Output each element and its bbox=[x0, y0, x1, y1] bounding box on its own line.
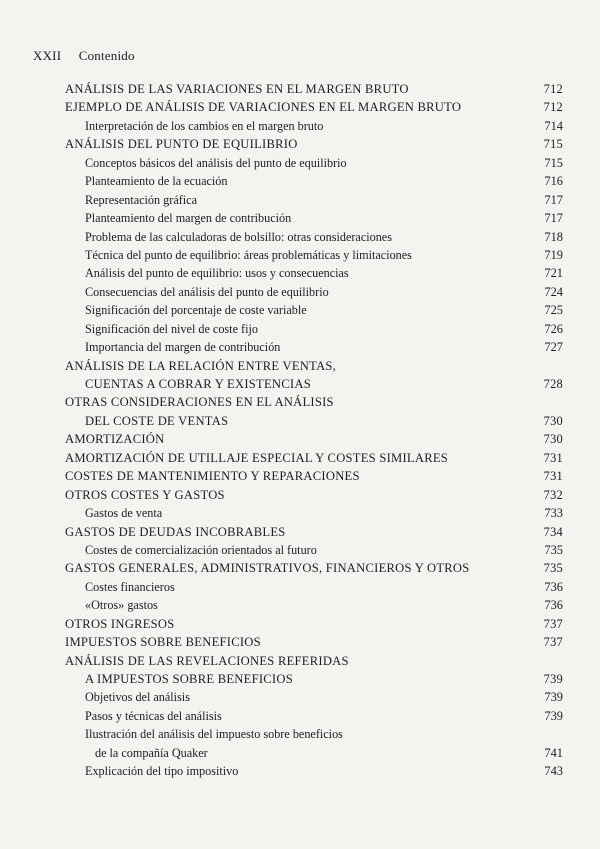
toc-entry bbox=[0, 523, 600, 541]
toc-entry-title: Gastos de venta bbox=[85, 506, 163, 521]
toc-entry bbox=[0, 191, 600, 209]
toc-entry-title: AMORTIZACIÓN DE UTILLAJE ESPECIAL Y COSTES SIMILARES bbox=[65, 450, 449, 465]
toc-entry-page: 717 bbox=[544, 192, 563, 207]
toc-entry-page: 730 bbox=[543, 432, 563, 447]
toc-entry-page: 731 bbox=[543, 469, 563, 484]
toc-entry bbox=[0, 209, 600, 227]
page-header bbox=[33, 48, 135, 64]
toc-entry bbox=[0, 283, 600, 301]
toc-entry-page: 737 bbox=[543, 635, 563, 650]
toc-entry bbox=[0, 744, 600, 762]
toc-entry bbox=[0, 449, 600, 467]
toc-entry bbox=[0, 541, 600, 559]
toc-entry-page: 712 bbox=[543, 100, 563, 115]
toc-entry-title: ANÁLISIS DE LAS VARIACIONES EN EL MARGEN BRUTO bbox=[65, 82, 409, 96]
toc-entry-page: 730 bbox=[543, 413, 563, 428]
toc-entry bbox=[0, 688, 600, 706]
toc-entry bbox=[0, 615, 600, 633]
toc-entry-page: 736 bbox=[544, 598, 563, 613]
toc-entry bbox=[0, 559, 600, 577]
toc-entry-page: 735 bbox=[543, 561, 563, 576]
toc-entry-title: Costes financieros bbox=[85, 579, 175, 594]
toc-entry bbox=[0, 135, 600, 153]
toc-entry-page: 714 bbox=[544, 118, 563, 133]
toc-entry bbox=[0, 264, 600, 282]
toc-entry bbox=[0, 228, 600, 246]
toc-entry-title: Planteamiento de la ecuación bbox=[85, 174, 228, 189]
toc-entry-page: 735 bbox=[544, 542, 563, 557]
toc-entry-title: «Otros» gastos bbox=[85, 598, 158, 613]
toc-entry-title: ANÁLISIS DE LA RELACIÓN ENTRE VENTAS, bbox=[65, 358, 337, 373]
table-of-contents bbox=[0, 80, 600, 781]
toc-entry bbox=[0, 246, 600, 264]
toc-entry-page: 736 bbox=[544, 579, 563, 594]
toc-entry-page: 726 bbox=[544, 321, 563, 336]
toc-entry-title: GASTOS DE DEUDAS INCOBRABLES bbox=[65, 524, 286, 539]
page-number: XXII bbox=[33, 48, 62, 63]
toc-entry-title: OTROS COSTES Y GASTOS bbox=[65, 487, 225, 502]
toc-entry-page: 739 bbox=[544, 690, 563, 705]
toc-entry-title: Significación del porcentaje de coste variable bbox=[85, 303, 307, 318]
toc-entry-page: 725 bbox=[544, 303, 563, 318]
toc-entry bbox=[0, 117, 600, 135]
toc-entry-page: 727 bbox=[544, 340, 563, 355]
toc-entry-title: A IMPUESTOS SOBRE BENEFICIOS bbox=[85, 672, 293, 686]
toc-entry-title: GASTOS GENERALES, ADMINISTRATIVOS, FINANCIEROS Y OTROS bbox=[65, 561, 470, 576]
toc-entry bbox=[0, 80, 600, 98]
toc-entry-title: Interpretación de los cambios en el margen bruto bbox=[85, 118, 324, 133]
toc-entry-title: Análisis del punto de equilibrio: usos y consecuencias bbox=[85, 266, 349, 281]
toc-entry-title: OTRAS CONSIDERACIONES EN EL ANÁLISIS bbox=[65, 395, 334, 410]
toc-entry-page: 715 bbox=[543, 137, 563, 152]
toc-entry-page: 715 bbox=[544, 155, 563, 170]
toc-entry-title: ANÁLISIS DEL PUNTO DE EQUILIBRIO bbox=[65, 137, 298, 152]
toc-entry-page: 739 bbox=[543, 672, 563, 686]
toc-entry bbox=[0, 430, 600, 448]
toc-entry-page: 719 bbox=[544, 247, 563, 262]
toc-entry-page: 739 bbox=[544, 708, 563, 723]
toc-entry bbox=[0, 652, 600, 670]
toc-entry bbox=[0, 172, 600, 190]
toc-entry bbox=[0, 670, 600, 688]
toc-entry-title: Explicación del tipo impositivo bbox=[85, 764, 239, 779]
toc-entry bbox=[0, 357, 600, 375]
toc-entry-title: Planteamiento del margen de contribución bbox=[85, 211, 292, 226]
toc-entry-page: 724 bbox=[544, 284, 563, 299]
toc-entry-title: AMORTIZACIÓN bbox=[65, 432, 165, 447]
toc-entry-title: ANÁLISIS DE LAS REVELACIONES REFERIDAS bbox=[65, 653, 349, 668]
toc-entry-title: CUENTAS A COBRAR Y EXISTENCIAS bbox=[85, 377, 311, 391]
toc-entry-title: EJEMPLO DE ANÁLISIS DE VARIACIONES EN EL MARGEN BRUTO bbox=[65, 100, 462, 115]
toc-entry-title: IMPUESTOS SOBRE BENEFICIOS bbox=[65, 635, 261, 650]
running-title: Contenido bbox=[78, 48, 135, 63]
toc-entry-page: 717 bbox=[544, 211, 563, 226]
toc-entry-title: Técnica del punto de equilibrio: áreas problemáticas y limitaciones bbox=[85, 247, 412, 262]
toc-entry-title: Conceptos básicos del análisis del punto de equilibrio bbox=[85, 155, 347, 170]
toc-entry bbox=[0, 762, 600, 780]
toc-entry bbox=[0, 707, 600, 725]
toc-entry bbox=[0, 725, 600, 743]
toc-entry-title: DEL COSTE DE VENTAS bbox=[85, 413, 229, 428]
toc-entry-title: Representación gráfica bbox=[85, 192, 197, 207]
toc-entry-title: Problema de las calculadoras de bolsillo: otras consideraciones bbox=[85, 229, 392, 244]
toc-entry bbox=[0, 320, 600, 338]
toc-entry bbox=[0, 596, 600, 614]
toc-entry-page: 743 bbox=[544, 764, 563, 779]
toc-entry bbox=[0, 154, 600, 172]
toc-entry-title: Costes de comercialización orientados al futuro bbox=[85, 542, 317, 557]
toc-entry-page: 737 bbox=[543, 616, 563, 631]
toc-entry bbox=[0, 633, 600, 651]
toc-entry bbox=[0, 98, 600, 116]
toc-entry bbox=[0, 504, 600, 522]
toc-entry-title: Objetivos del análisis bbox=[85, 690, 190, 705]
toc-entry-title: OTROS INGRESOS bbox=[65, 616, 175, 631]
toc-entry-page: 731 bbox=[543, 450, 563, 465]
toc-entry-title: Pasos y técnicas del análisis bbox=[85, 708, 222, 723]
toc-entry bbox=[0, 578, 600, 596]
toc-entry bbox=[0, 412, 600, 430]
toc-entry-title: Ilustración del análisis del impuesto sobre beneficios bbox=[85, 727, 343, 742]
toc-entry-page: 732 bbox=[543, 487, 563, 502]
toc-entry-title: COSTES DE MANTENIMIENTO Y REPARACIONES bbox=[65, 469, 360, 484]
toc-entry bbox=[0, 375, 600, 393]
toc-entry-page: 741 bbox=[544, 745, 563, 760]
toc-entry-page: 718 bbox=[544, 229, 563, 244]
toc-entry-page: 728 bbox=[543, 377, 563, 391]
toc-entry-title: Significación del nivel de coste fijo bbox=[85, 321, 258, 336]
toc-entry bbox=[0, 393, 600, 411]
toc-entry-page: 716 bbox=[544, 174, 563, 189]
toc-entry-page: 721 bbox=[544, 266, 563, 281]
toc-entry-page: 733 bbox=[544, 506, 563, 521]
toc-entry-page: 712 bbox=[543, 82, 563, 96]
toc-entry bbox=[0, 467, 600, 485]
toc-entry-title: Importancia del margen de contribución bbox=[85, 340, 281, 355]
toc-entry-title: Consecuencias del análisis del punto de equilibrio bbox=[85, 284, 329, 299]
toc-entry bbox=[0, 486, 600, 504]
toc-entry bbox=[0, 338, 600, 356]
toc-entry bbox=[0, 301, 600, 319]
toc-entry-title: de la compañía Quaker bbox=[95, 745, 208, 760]
toc-entry-page: 734 bbox=[543, 524, 563, 539]
